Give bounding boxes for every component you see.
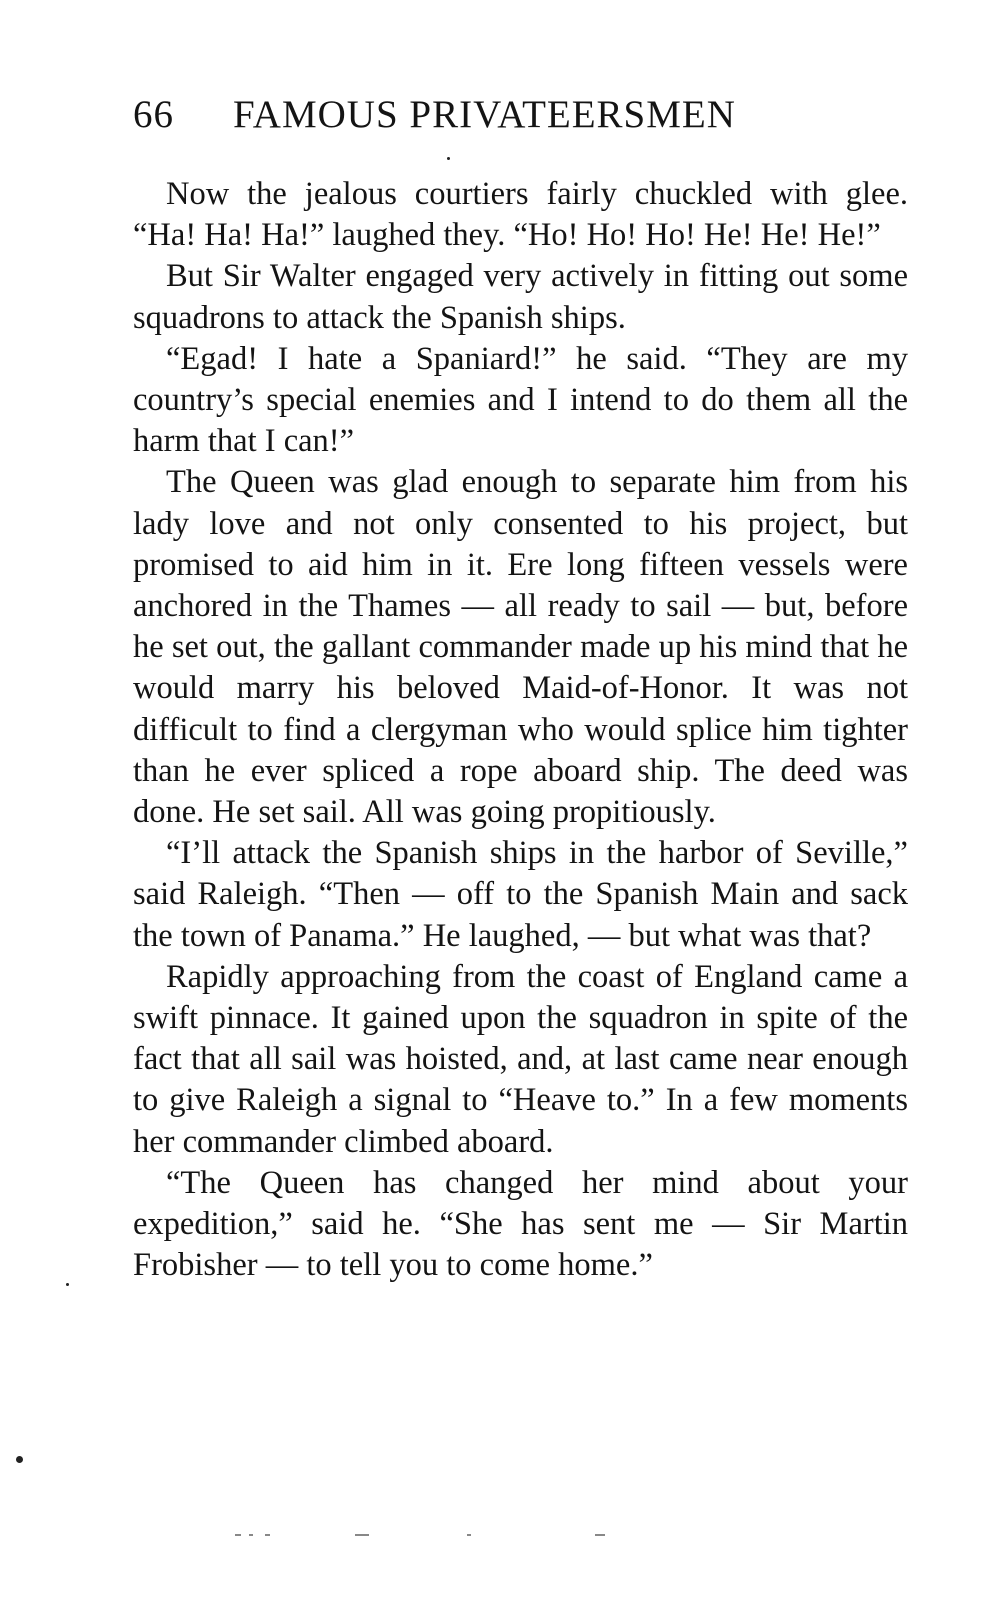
print-speck bbox=[16, 1456, 23, 1463]
paragraph: Now the jealous courtiers fairly chuckled with glee. “Ha! Ha! Ha!” laughed they. “Ho! Ho! Ho! He! He! He!” bbox=[133, 176, 908, 254]
paragraph: “I’ll attack the Spanish ships in the harbor of Seville,” said Raleigh. “Then — off to the Spanish Main and sack the town of Panama.” He laughed, — but what was that? bbox=[133, 835, 908, 954]
paragraph: “Egad! I hate a Spaniard!” he said. “They are my country’s special enemies and I intend to do them all the harm that I can!” bbox=[133, 340, 908, 460]
page-number: 66 bbox=[133, 93, 174, 136]
paragraph: “The Queen has changed her mind about your expedition,” said he. “She has sent me — Sir Martin Frobisher — to tell you to come home.” bbox=[133, 1164, 908, 1284]
paragraph: The Queen was glad enough to separate him from his lady love and not only consented to his project, but promised to aid him in it. Ere long fifteen vessels were anchored in the Thames — all ready to sail — but, before he set out, the gallant commander made up his mind that he would marry his beloved Maid-of-Honor. It was not difficult to find a clergyman who would splice him tighter than he ever spliced a rope aboard ship. The deed was done. He set sail. All was going propitiously. bbox=[133, 464, 908, 831]
print-speck bbox=[447, 157, 450, 160]
running-header bbox=[133, 92, 853, 142]
paragraph: But Sir Walter engaged very actively in fitting out some squadrons to attack the Spanish ships. bbox=[133, 258, 908, 336]
paragraph: Rapidly approaching from the coast of England came a swift pinnace. It gained upon the squadron in spite of the fact that all sail was hoisted, and, at last came near enough to give Raleigh a signal to “Heave to.” In a few moments her commander climbed aboard. bbox=[133, 958, 908, 1160]
page-body bbox=[133, 174, 908, 1286]
running-title: FAMOUS PRIVATEERSMEN bbox=[233, 93, 736, 136]
bottom-print-marks bbox=[235, 1534, 615, 1538]
print-speck bbox=[66, 1283, 69, 1286]
